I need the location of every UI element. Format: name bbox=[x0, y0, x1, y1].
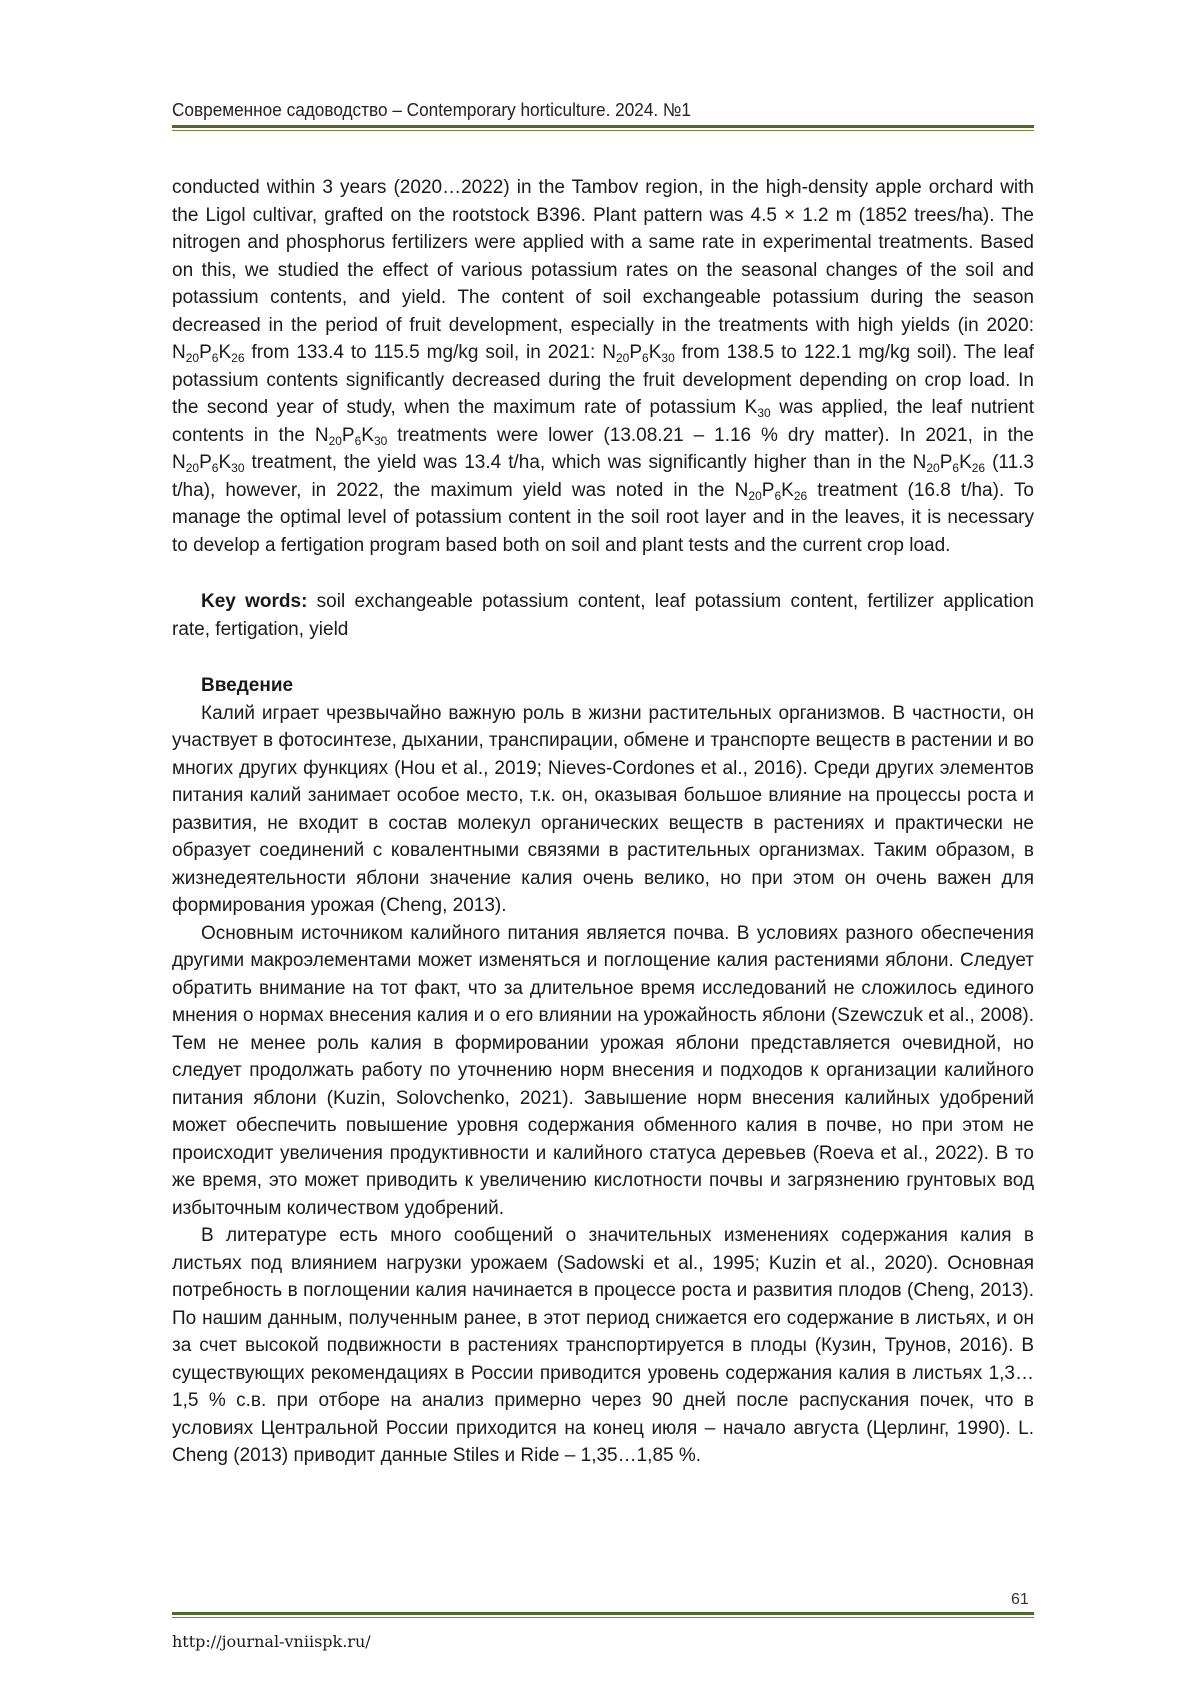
formula-n20p6k26: $N_{20}P_6K_{26}$ bbox=[912, 452, 986, 475]
formula-n20p6k30: $N_{20}P_6K_{30}$ bbox=[172, 452, 245, 475]
formula-n20p6k30: $N_{20}P_6K_{30}$ bbox=[602, 342, 675, 365]
journal-header: Современное садоводство – Contemporary horticulture. 2024. №1 bbox=[172, 99, 691, 120]
intro-paragraph-1: Калий играет чрезвычайно важную роль в жизни растительных организмов. В частности, он участвует в фотосинтезе, дыхании, транспирации, обмене и транспорте веществ в растении и во многих других функциях (Hou et al., 2019; Nieves-Cordones et al., 2016). Среди других элементов питания калий занимает особое место, т.к. он, оказывая большое влияние на процессы роста и развития, не входит в состав молекул органических веществ в растениях и практически не образует соединений с ковалентными связями в растительных организмах. Таким образом, в жизнедеятельности яблони значение калия очень велико, но при этом он очень важен для формирования урожая (Cheng, 2013). bbox=[172, 702, 1034, 916]
intro-paragraph-3: В литературе есть много сообщений о значительных изменениях содержания калия в листьях под влиянием нагрузки урожаем (Sadowski et al., 1995; Kuzin et al., 2020). Основная потребность в поглощении калия начинается в процессе роста и развития плодов (Cheng, 2013). По нашим данным, полученным ранее, в этот период снижается его содержание в листьях, и он за счет высокой подвижности в растениях транспортируется в плоды (Кузин, Трунов, 2016). В существующих рекомендациях в России приводится уровень содержания калия в листьях 1,3…1,5 % с.в. при отборе на анализ примерно через 90 дней после распускания почек, что в условиях Центральной России приходится на конец июля – начало августа (Церлинг, 1990). L. Cheng (2013) приводит данные Stiles и Ride – 1,35…1,85 %. bbox=[172, 1225, 1034, 1466]
keywords-paragraph bbox=[172, 588, 1034, 643]
keywords-label: Key words: bbox=[201, 591, 308, 612]
header-rule-thick bbox=[172, 125, 1034, 128]
abstract-paragraph: conducted within 3 years (2020…2022) in the Tambov region, in the high-density apple orchard with the Ligol cultivar, grafted on the rootstock B396. Plant pattern was 4.5 × 1.2 m (1852 trees/ha). The nitrogen and phosphorus fertilizers were applied with a same rate in experimental treatments. Based on this, we studied the effect of various potassium rates on the seasonal changes of the soil and potassium contents, and yield. The content of soil exchangeable potassium during the season decreased in the period of fruit development, especially in the treatments with high yields (in 2020: $N_{20}P_6K_{26}$ from 133.4 to 115.5 mg/kg soil, in 2021: $N_{20}P_6K_{30}$ from 138.5 to 122.1 mg/kg soil). The leaf potassium contents significantly decreased during the fruit development depending on crop load. In the second year of study, when the maximum rate of potassium $K_{30}$ was applied, the leaf nutrient contents in the $N_{20}P_6K_{30}$ treatments were lower (13.08.21 – 1.16 % dry matter). In 2021, in the $N_{20}P_6K_{30}$ treatment, the yield was 13.4 t/ha, which was significantly higher than in the $N_{20}P_6K_{26}$ (11.3 t/ha), however, in 2022, the maximum yield was noted in the $N_{20}P_6K_{26}$ treatment (16.8 t/ha). To manage the optimal level of potassium content in the soil root layer and in the leaves, it is necessary to develop a fertigation program based both on soil and plant tests and the current crop load. bbox=[172, 177, 1035, 556]
page-number: 61 bbox=[1011, 1591, 1029, 1608]
article-body bbox=[172, 174, 1034, 1470]
footer-rule-thin bbox=[172, 1617, 1034, 1618]
formula-n20p6k30: $N_{20}P_6K_{30}$ bbox=[314, 424, 388, 448]
intro-paragraph-2: Основным источником калийного питания является почва. В условиях разного обеспечения другими макроэлементами может изменяться и поглощение калия растениями яблони. Следует обратить внимание на тот факт, что за длительное время исследований не сложилось единого мнения о нормах внесения калия и о его влиянии на урожайность яблони (Szewczuk et al., 2008). Тем не менее роль калия в формировании урожая яблони представляется очевидной, но следует продолжать работу по уточнению норм внесения и подходов к организации калийного питания яблони (Kuzin, Solovchenko, 2021). Завышение норм внесения калийных удобрений может обеспечить повышение уровня содержания обменного калия в почве, но при этом не происходит увеличения продуктивности и калийного статуса деревьев (Roeva et al., 2022). В то же время, это может приводить к увеличению кислотности почвы и загрязнению грунтовых вод избыточным количеством удобрений. bbox=[172, 922, 1034, 1219]
footer-url-link[interactable]: http://journal-vniispk.ru/ bbox=[172, 1632, 371, 1651]
keywords-text: soil exchangeable potassium content, leaf potassium content, fertilizer application rate, fertigation, yield bbox=[172, 591, 1034, 640]
header-rule-thin bbox=[172, 130, 1034, 131]
footer-rule-thick bbox=[172, 1612, 1034, 1615]
formula-n20p6k26: $N_{20}P_6K_{26}$ bbox=[734, 479, 808, 503]
formula-n20p6k26: $N_{20}P_6K_{26}$ bbox=[172, 342, 245, 365]
section-heading-introduction: Введение bbox=[201, 675, 294, 696]
formula-k30: $K_{30}$ bbox=[744, 397, 771, 420]
